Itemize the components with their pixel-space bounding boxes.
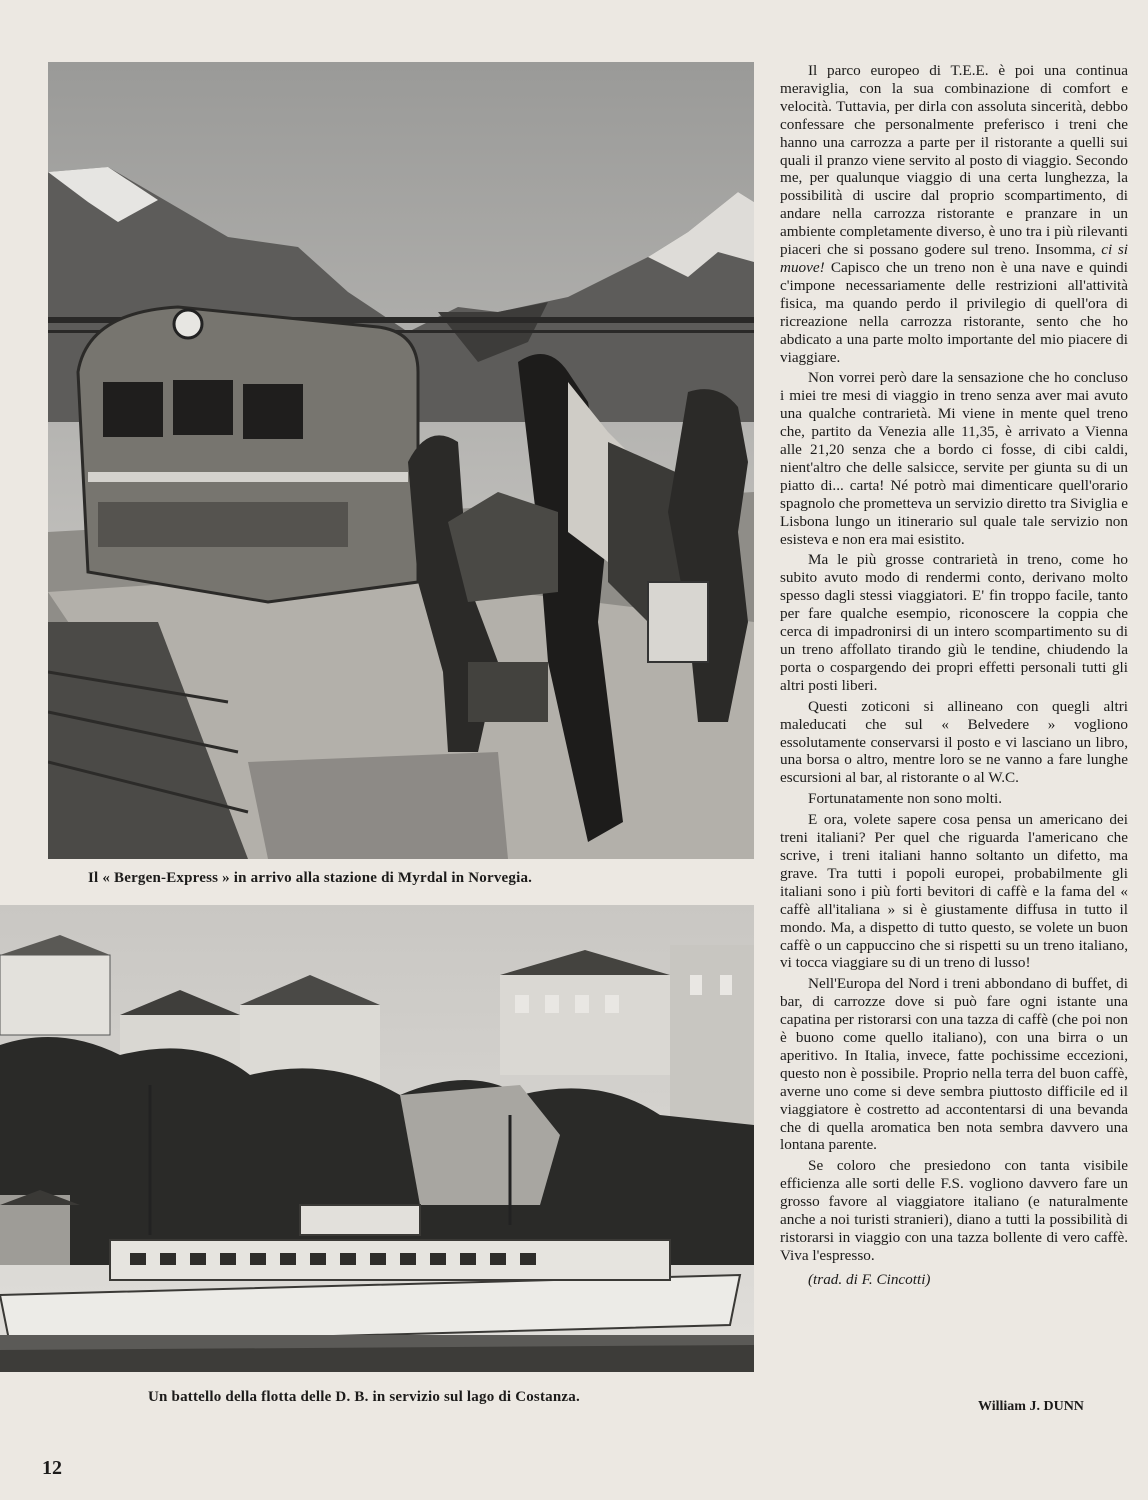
article-text: Capisco che un treno non è una nave e quindi c'impone necessariamente delle restrizioni all'attività fisica, ma quando perdo il privilegio di quell'ora di ricreazione nella carrozza ristorante, sento che ho abdicato a una parte molto importante del mio piacere di viaggiare.	[780, 258, 1128, 366]
article-emphasis: ci si muove!	[780, 241, 1129, 276]
author-byline: William J. DUNN	[978, 1399, 1084, 1414]
article-paragraph	[780, 62, 1128, 366]
lake-steamer-illustration	[0, 905, 754, 1372]
article-paragraph: Se coloro che presiedono con tanta visibile efficienza alle sorti delle F.S. vogliono davvero fare un grosso favore al viaggiatore italiano (e naturalmente anche a noi turisti stranieri), diano a tutti la possibilità di ristorarsi in viaggio con una tazza bollente di vero caffè. Viva l'espresso.	[780, 1157, 1128, 1264]
photo-bergen-express	[48, 62, 754, 859]
photo-lake-constance-steamer	[0, 905, 754, 1372]
article-text: Il parco europeo di T.E.E. è poi una continua meraviglia, con la sua combinazione di comfort e velocità. Tuttavia, per dirla con assoluta sincerità, debbo confessare che personalmente preferisco i treni che hanno una carrozza a parte per il ristorante a quelli sui quali il pranzo viene servito al posto di viaggio. Secondo me, per qualunque viaggio di una certa lunghezza, la possibilità di uscire dal proprio scompartimento, di andare nella carrozza ristorante e pranzare in un ambiente completamente diverso, è uno tra i più rilevanti piaceri che si possano godere sul treno. Insomma,	[780, 62, 1128, 259]
article-paragraph: Questi zoticoni si allineano con quegli altri maleducati che sul « Belvedere » vogliono essolutamente conservarsi il posto e vi lasciano un libro, una borsa o altro, mentre loro se ne vanno a fare lunghe escursioni al bar, al ristorante o al W.C.	[780, 697, 1128, 787]
article-column	[780, 62, 1128, 1289]
article-paragraph: Non vorrei però dare la sensazione che ho concluso i miei tre mesi di viaggio in treno senza aver mai avuto una qualche contrarietà. Mi viene in mente quel treno che, partito da Venezia alle 11,35, è arrivato a Vienna alle 21,20 senza che a bordo ci fosse, di cibi caldi, nient'altro che delle salsicce, servite per giunta su di un piatto di... carta! Né potrò mai dimenticare quell'orario spagnolo che prometteva un servizio diretto tra Siviglia e Lisbona lungo un itinerario sul quale tale servizio non esisteva e non era mai esistito.	[780, 369, 1128, 548]
article-paragraph: Ma le più grosse contrarietà in treno, come ho subito avuto modo di rendermi conto, derivano molto spesso dagli stessi viaggiatori. E' fin troppo facile, tanto per fare qualche esempio, riconoscere la coppia che cerca di impadronirsi di un intero scompartimento su di un treno affollato tirando giù le tendine, chiudendo la porta o cospargendo dei propri effetti personali tutti gli altri posti liberi.	[780, 551, 1128, 694]
article-paragraph: Nell'Europa del Nord i treni abbondano di buffet, di bar, di carrozze dove si può fare ogni istante una capatina per ristorarsi con una tazza di caffè (che poi non è buono come quello italiano), con una birra o un aperitivo. In Italia, invece, fatte pochissime eccezioni, questo non è possibile. Proprio nella terra del buon caffè, averne uno come si deve sembra piuttosto difficile ed il viaggiatore è costretto ad accontentarsi di una bevanda che di quella aromatica ben nota sembra davvero una lontana parente.	[780, 975, 1128, 1154]
photo-caption-bergen-express: Il « Bergen-Express » in arrivo alla stazione di Myrdal in Norvegia.	[88, 870, 533, 886]
article-paragraph: E ora, volete sapere cosa pensa un americano dei treni italiani? Per quel che riguarda l'americano che scrive, i treni italiani hanno soltanto un difetto, ma grave. Tra tutti i popoli europei, probabilmente gli italiani sono i più forti bevitori di caffè e la fama del « caffè all'italiana » si è giustamente diffusa in tutto il mondo. Ma, a dispetto di tutto questo, se volete un buon caffè o un cappuccino che si rispetti su un treno italiano, vi tocca viaggiare su di un treno di lusso!	[780, 811, 1128, 972]
photo-caption-lake-constance: Un battello della flotta delle D. B. in servizio sul lago di Costanza.	[148, 1389, 580, 1405]
translator-credit: (trad. di F. Cincotti)	[808, 1270, 931, 1288]
page-number: 12	[42, 1457, 62, 1479]
train-station-illustration	[48, 62, 754, 859]
article-paragraph: Fortunatamente non sono molti.	[808, 790, 1003, 808]
